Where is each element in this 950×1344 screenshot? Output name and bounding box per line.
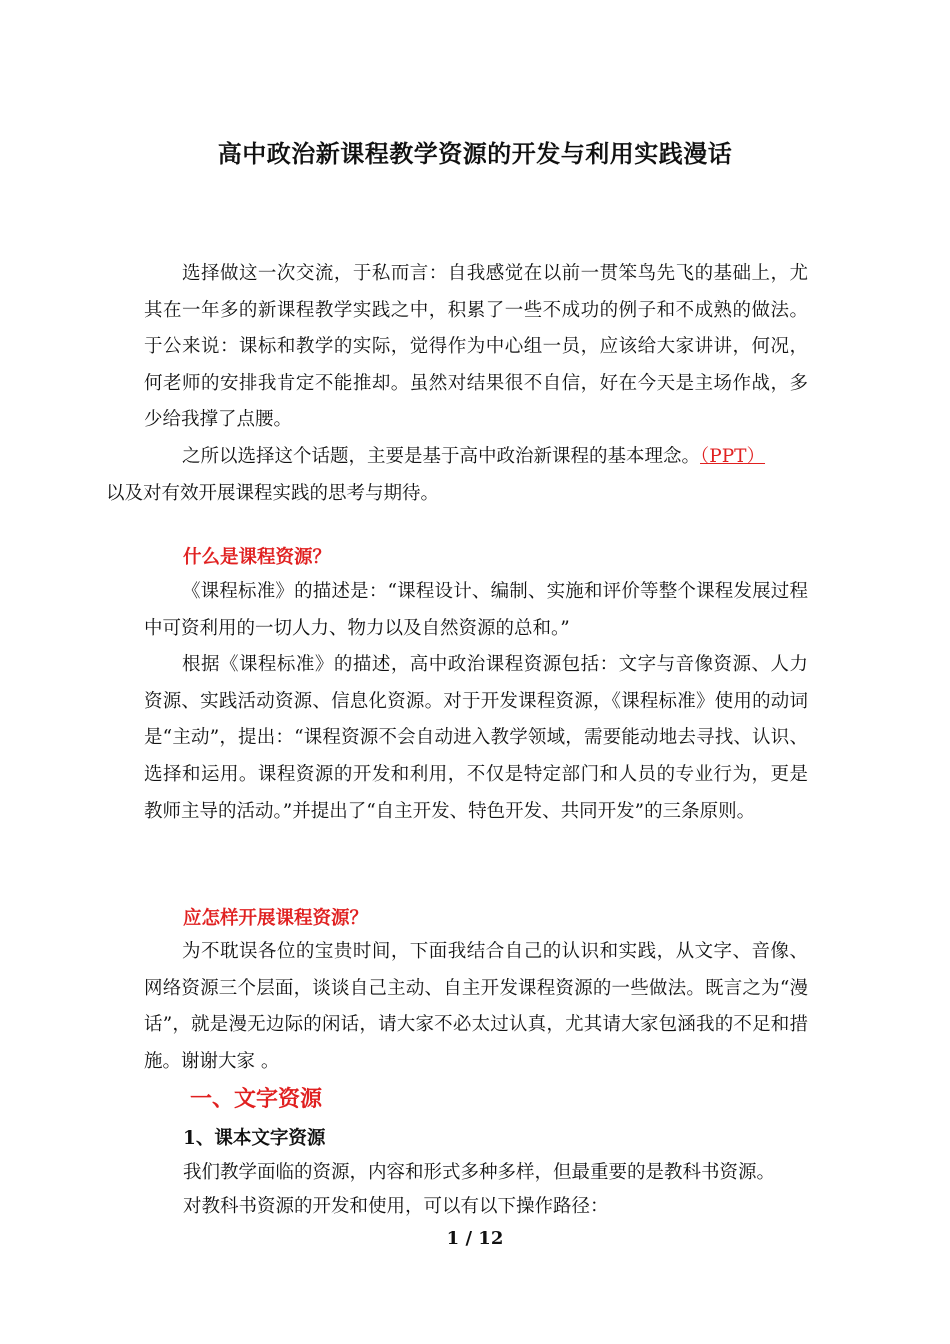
document-title: 高中政治新课程教学资源的开发与利用实践漫话 bbox=[217, 139, 733, 168]
intro-paragraph-2-text: 之所以选择这个话题，主要是基于高中政治新课程的基本理念。 bbox=[182, 445, 701, 467]
subsection-heading-textbook: 1、课本文字资源 bbox=[183, 1128, 326, 1149]
textbook-line-1: 我们教学面临的资源，内容和形式多种多样，但最重要的是教科书资源。 bbox=[183, 1162, 776, 1183]
section-heading-text-resources: 一、文字资源 bbox=[190, 1086, 323, 1112]
intro-paragraph-2-continuation: 以及对有效开展课程实践的思考与期待。 bbox=[106, 482, 440, 504]
q1-paragraph-2: 根据《课程标准》的描述，高中政治课程资源包括：文字与音像资源、人力资源、实践活动资源、信息化资源。对于开发课程资源，《课程标准》使用的动词是“主动”，提出：“课程资源不会自动进入教学领域，需要能动地去寻找、认识、选择和运用。课程资源的开发和利用，不仅是特定部门和人员的专业行为，更是教师主导的活动。”并提出了“自主开发、特色开发、共同开发”的三条原则。 bbox=[144, 654, 808, 822]
heading-what-is-resource: 什么是课程资源？ bbox=[183, 547, 332, 568]
intro-paragraph-2 bbox=[106, 439, 808, 512]
q1-section bbox=[144, 574, 808, 830]
page-number: 1 / 12 bbox=[446, 1228, 504, 1249]
q2-paragraph-1: 为不耽误各位的宝贵时间，下面我结合自己的认识和实践，从文字、音像、网络资源三个层面，谈谈自己主动、自主开发课程资源的一些做法。既言之为“漫话”，就是漫无边际的闲话，请大家不必太过认真，尤其请大家包涵我的不足和措施。谢谢大家 。 bbox=[144, 941, 808, 1072]
q2-section bbox=[144, 934, 808, 1080]
ppt-link[interactable]: （PPT） bbox=[700, 445, 766, 467]
intro-paragraph-1: 选择做这一次交流，于私而言：自我感觉在以前一贯笨鸟先飞的基础上，尤其在一年多的新课程教学实践之中，积累了一些不成功的例子和不成熟的做法。于公来说：课标和教学的实际，觉得作为中心组一员，应该给大家讲讲，何况，何老师的安排我肯定不能推却。虽然对结果很不自信，好在今天是主场作战，多少给我撑了点腰。 bbox=[144, 263, 808, 431]
textbook-line-2: 对教科书资源的开发和使用，可以有以下操作路径： bbox=[183, 1196, 609, 1217]
heading-how-to-develop: 应怎样开展课程资源？ bbox=[183, 908, 369, 929]
q1-paragraph-1: 《课程标准》的描述是：“课程设计、编制、实施和评价等整个课程发展过程中可资利用的一切人力、物力以及自然资源的总和。” bbox=[144, 581, 808, 639]
intro-section bbox=[106, 256, 808, 512]
